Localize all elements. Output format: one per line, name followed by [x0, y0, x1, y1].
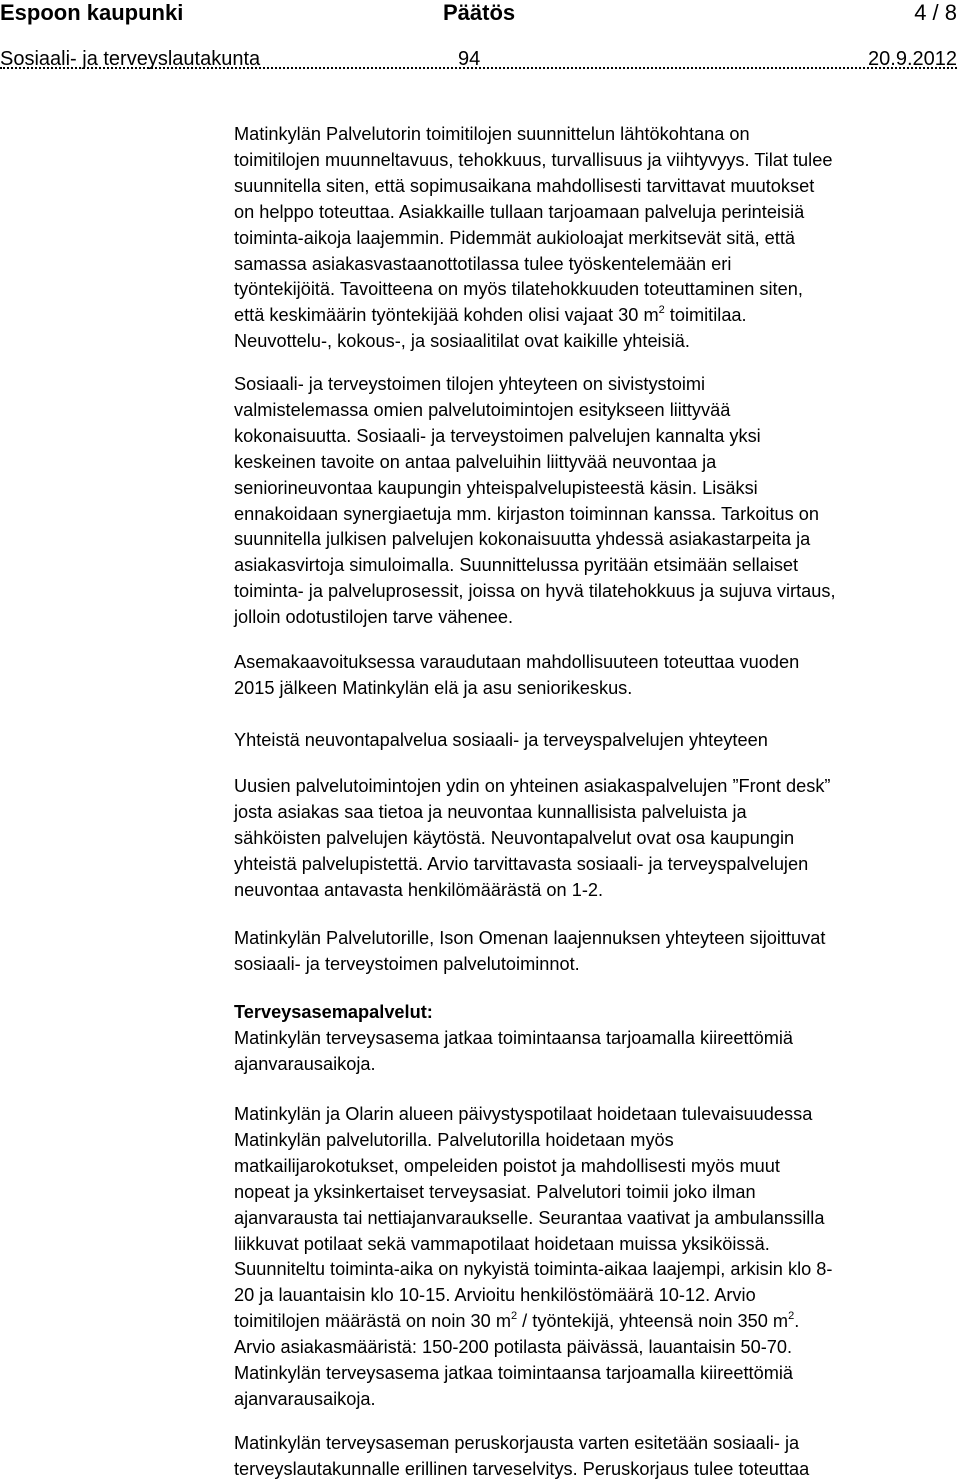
text-line: Matinkylän terveysaseman peruskorjausta varten esitetään sosiaali- ja — [234, 1433, 800, 1453]
text-line: Suunniteltu toiminta-aika on nykyistä toiminta-aikaa laajempi, arkisin klo 8- — [234, 1259, 833, 1280]
paragraph-2 — [234, 372, 960, 631]
text-line: Matinkylän terveysasema jatkaa toimintaansa tarjoamalla kiireettömiä — [234, 1027, 794, 1048]
text-line: ajanvarausaikoja. — [234, 1388, 376, 1409]
header-divider — [0, 67, 957, 69]
text-line: Asemakaavoituksessa varaudutaan mahdollisuuteen toteuttaa vuoden — [234, 652, 800, 672]
paragraph-9 — [234, 1431, 960, 1483]
paragraph-7 — [234, 1000, 960, 1078]
paragraph-1 — [234, 122, 960, 355]
document-date: 20.9.2012 — [868, 48, 957, 70]
paragraph-6 — [234, 926, 960, 978]
text-line: josta asiakas saa tietoa ja neuvontaa kunnallisista palveluista ja — [234, 801, 747, 822]
text-line: terveyslautakunnalle erillinen tarveselvitys. Peruskorjaus tulee toteuttaa — [234, 1458, 810, 1479]
text-line: valmistelemassa omien palvelutoimintojen esitykseen liittyvää — [234, 399, 731, 420]
paragraph-8 — [234, 1102, 960, 1413]
text-line: Yhteistä neuvontapalvelua sosiaali- ja terveyspalvelujen yhteyteen — [234, 730, 768, 750]
text-line: työntekijöitä. Tavoitteena on myös tilatehokkuuden toteuttaminen siten, — [234, 279, 803, 300]
text-line: Neuvottelu-, kokous-, ja sosiaalitilat ovat kaikille yhteisiä. — [234, 331, 690, 352]
text-line: asiakasvirtoja simuloimalla. Suunnittelussa pyritään etsimään sellaiset — [234, 555, 799, 576]
committee-name: Sosiaali- ja terveyslautakunta — [0, 48, 261, 70]
text-line: keskeinen tavoite on antaa palveluihin liittyvää neuvontaa ja — [234, 451, 717, 472]
text-line: toimitilojen muunneltavuus, tehokkuus, turvallisuus ja viihtyvyys. Tilat tulee — [234, 149, 833, 170]
text-line: jolloin odotustilojen tarve vähenee. — [234, 607, 514, 628]
text-line-with-superscript: toimitilojen määrästä on noin 30 $m^2$ / työntekijä, yhteensä noin 350 $m^2$. — [234, 1310, 800, 1332]
text-line: toiminta- ja palveluprosessit, joissa on hyvä tilatehokkuus ja sujuva virtaus, — [234, 581, 836, 602]
section-number: 94 — [458, 48, 481, 70]
text-line: liikkuvat potilaat sekä vammapotilaat hoidetaan muissa yksiköissä. — [234, 1233, 770, 1254]
text-line: suunnitella siten, että sopimusaikana mahdollisesti tarvittavat muutokset — [234, 175, 815, 196]
text-line: ajanvarausaikoja. — [234, 1053, 376, 1074]
text-line: Matinkylän Palvelutorille, Ison Omenan laajennuksen yhteyteen sijoittuvat — [234, 928, 826, 948]
paragraph-3 — [234, 650, 960, 702]
text-line: 2015 jälkeen Matinkylän elä ja asu seniorikeskus. — [234, 677, 633, 698]
text-line: Matinkylän palvelutorilla. Palvelutorilla hoidetaan myös — [234, 1129, 674, 1150]
text-line: seniorineuvontaa kaupungin yhteispalvelupisteestä käsin. Lisäksi — [234, 477, 758, 498]
section-heading: Terveysasemapalvelut: — [234, 1002, 433, 1022]
text-line-with-superscript: että keskimäärin työntekijää kohden olisi vajaat 30 $m^2$ toimitilaa. — [234, 304, 747, 326]
text-line: Arvio asiakasmääristä: 150-200 potilasta päivässä, lauantaisin 50-70. — [234, 1337, 793, 1358]
text-line: Matinkylän ja Olarin alueen päivystyspotilaat hoidetaan tulevaisuudessa — [234, 1104, 813, 1124]
text-line: Matinkylän terveysasema jatkaa toimintaansa tarjoamalla kiireettömiä — [234, 1363, 794, 1384]
text-line: suunnitella julkisen palvelujen kokonaisuutta yhdessä asiakastarpeita ja — [234, 529, 811, 550]
document-type: Päätös — [443, 0, 516, 25]
text-line: ennakoidaan synergiaetuja mm. kirjaston toiminnan kanssa. Tarkoitus on — [234, 503, 820, 524]
page-number: 4 / 8 — [914, 0, 957, 25]
text-line: ajanvarausta tai nettiajanvaraukselle. Seurantaa vaativat ja ambulanssilla — [234, 1207, 825, 1228]
text-line: Uusien palvelutoimintojen ydin on yhteinen asiakaspalvelujen ”Front desk” — [234, 776, 831, 796]
text-line: yhteistä palvelupistettä. Arvio tarvittavasta sosiaali- ja terveyspalvelujen — [234, 853, 809, 874]
text-line: kokonaisuutta. Sosiaali- ja terveystoimen palvelujen kannalta yksi — [234, 425, 761, 446]
paragraph-4 — [234, 728, 960, 754]
text-line: Sosiaali- ja terveystoimen tilojen yhteyteen on sivistystoimi — [234, 374, 706, 394]
paragraph-5 — [234, 774, 960, 904]
text-line: sähköisten palvelujen käytöstä. Neuvontapalvelut ovat osa kaupungin — [234, 827, 795, 848]
text-line: matkailijarokotukset, ompeleiden poistot ja mahdollisesti myös muut — [234, 1155, 780, 1176]
text-line: 20 ja lauantaisin klo 10-15. Arvioitu henkilöstömäärä 10-12. Arvio — [234, 1285, 756, 1306]
text-line: neuvontaa antavasta henkilömäärästä on 1-2. — [234, 879, 604, 900]
text-line: toiminta-aikoja laajemmin. Pidemmät aukioloajat merkitsevät sitä, että — [234, 227, 796, 248]
text-line: sosiaali- ja terveystoimen palvelutoiminnot. — [234, 953, 580, 974]
text-line: Matinkylän Palvelutorin toimitilojen suunnittelun lähtökohtana on — [234, 124, 750, 144]
text-line: samassa asiakasvastaanottotilassa tulee työskentelemään eri — [234, 253, 732, 274]
text-line: on helppo toteuttaa. Asiakkaille tullaan tarjoamaan palveluja perinteisiä — [234, 201, 805, 222]
text-line: nopeat ja yksinkertaiset terveysasiat. Palvelutori toimii joko ilman — [234, 1181, 756, 1202]
organization-name: Espoon kaupunki — [0, 0, 184, 25]
